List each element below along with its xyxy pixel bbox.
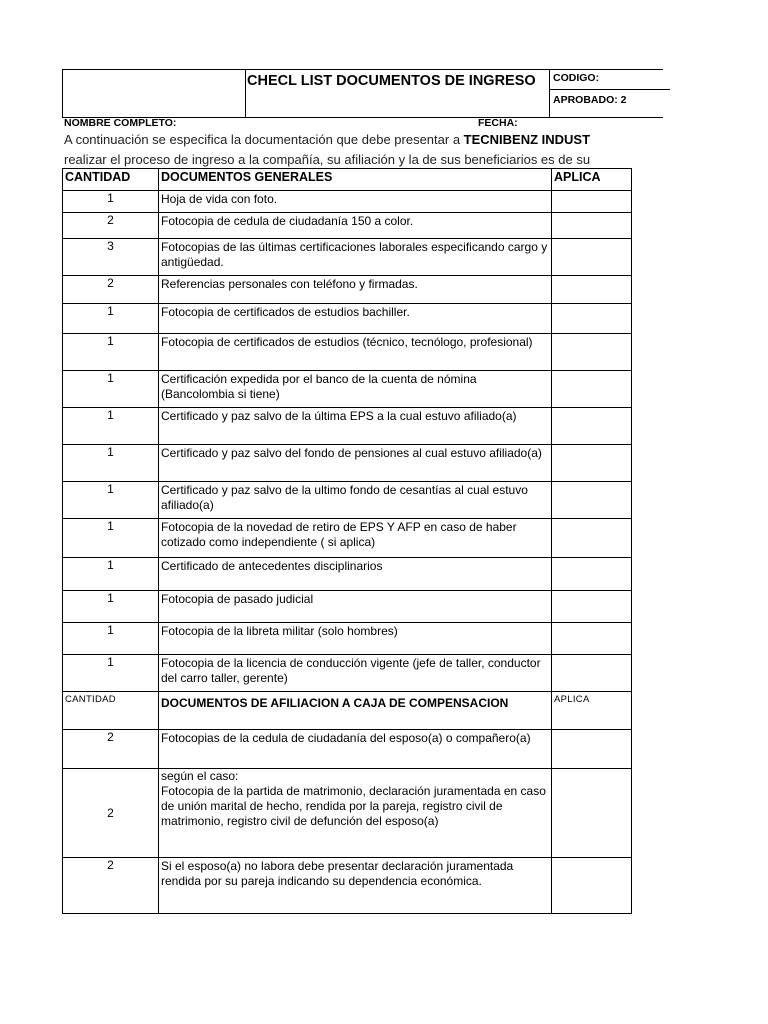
documentos-header: DOCUMENTOS GENERALES	[159, 169, 552, 191]
aplica-checkbox-cell[interactable]	[552, 239, 632, 276]
table-row	[63, 304, 632, 334]
aplica-header: APLICA	[552, 169, 632, 191]
quantity-cell: 1	[63, 519, 159, 558]
quantity-cell: 1	[63, 304, 159, 334]
code-cell	[549, 70, 670, 117]
aplica-checkbox-cell[interactable]	[552, 558, 632, 591]
document-description: Fotocopia de cedula de ciudadanía 150 a color.	[159, 213, 552, 239]
quantity-cell: 2	[63, 276, 159, 304]
quantity-cell: 1	[63, 558, 159, 591]
table-row	[63, 445, 632, 482]
aprobado-label: APROBADO: 2	[553, 94, 627, 106]
cantidad-header: CANTIDAD	[63, 169, 159, 191]
table-row	[63, 558, 632, 591]
aplica-checkbox-cell[interactable]	[552, 769, 632, 858]
intro-line-2: realizar el proceso de ingreso a la compañía, su afiliación y la de sus beneficiarios es de su	[64, 152, 591, 167]
document-description: Fotocopias de las últimas certificaciones laborales especificando cargo y antigüedad.	[159, 239, 552, 276]
table-row	[63, 623, 632, 655]
aplica-checkbox-cell[interactable]	[552, 213, 632, 239]
intro-line-1	[64, 132, 590, 147]
table-row	[63, 655, 632, 692]
nombre-completo-label: NOMBRE COMPLETO:	[64, 117, 177, 129]
document-description: Hoja de vida con foto.	[159, 191, 552, 213]
table-row	[63, 213, 632, 239]
document-description: Certificación expedida por el banco de la cuenta de nómina (Bancolombia si tiene)	[159, 371, 552, 408]
aplica-checkbox-cell[interactable]	[552, 655, 632, 692]
quantity-cell: 1	[63, 482, 159, 519]
table-row	[63, 276, 632, 304]
aplica-checkbox-cell[interactable]	[552, 304, 632, 334]
table-row	[63, 191, 632, 213]
aplica-checkbox-cell[interactable]	[552, 482, 632, 519]
table-row	[63, 730, 632, 769]
document-description: Certificado y paz salvo de la última EPS a la cual estuvo afiliado(a)	[159, 408, 552, 445]
document-description: Referencias personales con teléfono y firmadas.	[159, 276, 552, 304]
quantity-cell: 1	[63, 371, 159, 408]
table-header-row	[63, 169, 632, 191]
quantity-cell: 2	[63, 730, 159, 769]
quantity-cell: 1	[63, 408, 159, 445]
document-description: Certificado y paz salvo del fondo de pensiones al cual estuvo afiliado(a)	[159, 445, 552, 482]
table-header-row	[63, 692, 632, 730]
document-title: CHECL LIST DOCUMENTOS DE INGRESO	[247, 73, 536, 89]
quantity-cell: 1	[63, 623, 159, 655]
header-block	[62, 69, 663, 118]
aplica-checkbox-cell[interactable]	[552, 623, 632, 655]
aplica-checkbox-cell[interactable]	[552, 334, 632, 371]
document-description: Fotocopia de certificados de estudios (técnico, tecnólogo, profesional)	[159, 334, 552, 371]
aplica-checkbox-cell[interactable]	[552, 519, 632, 558]
document-description: Certificado y paz salvo de la ultimo fondo de cesantías al cual estuvo afiliado(a)	[159, 482, 552, 519]
quantity-cell: 1	[63, 591, 159, 623]
table-row	[63, 334, 632, 371]
table-row	[63, 591, 632, 623]
document-description: Fotocopia de la libreta militar (solo hombres)	[159, 623, 552, 655]
table-row	[63, 482, 632, 519]
logo-cell	[63, 70, 246, 117]
document-description: Certificado de antecedentes disciplinarios	[159, 558, 552, 591]
intro-line-1-text: A continuación se especifica la documentación que debe presentar a	[64, 132, 464, 147]
quantity-cell: 1	[63, 334, 159, 371]
table-row	[63, 858, 632, 914]
table-row	[63, 769, 632, 858]
documents-table	[62, 168, 632, 914]
document-description: Fotocopia de certificados de estudios bachiller.	[159, 304, 552, 334]
quantity-cell: 1	[63, 191, 159, 213]
quantity-cell: 2	[63, 213, 159, 239]
quantity-cell: 2	[63, 769, 159, 858]
document-description: Si el esposo(a) no labora debe presentar declaración juramentada rendida por su pareja indicando su dependencia económica.	[159, 858, 552, 914]
codigo-label: CODIGO:	[550, 70, 670, 90]
table-row	[63, 371, 632, 408]
table-row	[63, 408, 632, 445]
company-name: TECNIBENZ INDUST	[463, 132, 591, 147]
document-description: según el caso: Fotocopia de la partida de matrimonio, declaración juramentada en caso de unión marital de hecho, rendida por la pareja, registro civil de matrimonio, registro civil de defunción del esposo(a)	[159, 769, 552, 858]
aplica-checkbox-cell[interactable]	[552, 591, 632, 623]
aplica-checkbox-cell[interactable]	[552, 191, 632, 213]
quantity-cell: 1	[63, 655, 159, 692]
document-description: Fotocopia de la novedad de retiro de EPS Y AFP en caso de haber cotizado como independiente ( si aplica)	[159, 519, 552, 558]
documentos-header: DOCUMENTOS DE AFILIACION A CAJA DE COMPENSACION	[159, 692, 552, 730]
aplica-checkbox-cell[interactable]	[552, 858, 632, 914]
quantity-cell: 3	[63, 239, 159, 276]
document-description: Fotocopia de pasado judicial	[159, 591, 552, 623]
fecha-label: FECHA:	[478, 117, 518, 129]
cantidad-header: CANTIDAD	[63, 692, 159, 730]
document-description: Fotocopia de la licencia de conducción vigente (jefe de taller, conductor del carro taller, gerente)	[159, 655, 552, 692]
aplica-checkbox-cell[interactable]	[552, 730, 632, 769]
quantity-cell: 1	[63, 445, 159, 482]
aplica-checkbox-cell[interactable]	[552, 371, 632, 408]
table-row	[63, 519, 632, 558]
aplica-checkbox-cell[interactable]	[552, 276, 632, 304]
aplica-checkbox-cell[interactable]	[552, 445, 632, 482]
document-description: Fotocopias de la cedula de ciudadanía del esposo(a) o compañero(a)	[159, 730, 552, 769]
quantity-cell: 2	[63, 858, 159, 914]
table-row	[63, 239, 632, 276]
aplica-header: APLICA	[552, 692, 632, 730]
aplica-checkbox-cell[interactable]	[552, 408, 632, 445]
